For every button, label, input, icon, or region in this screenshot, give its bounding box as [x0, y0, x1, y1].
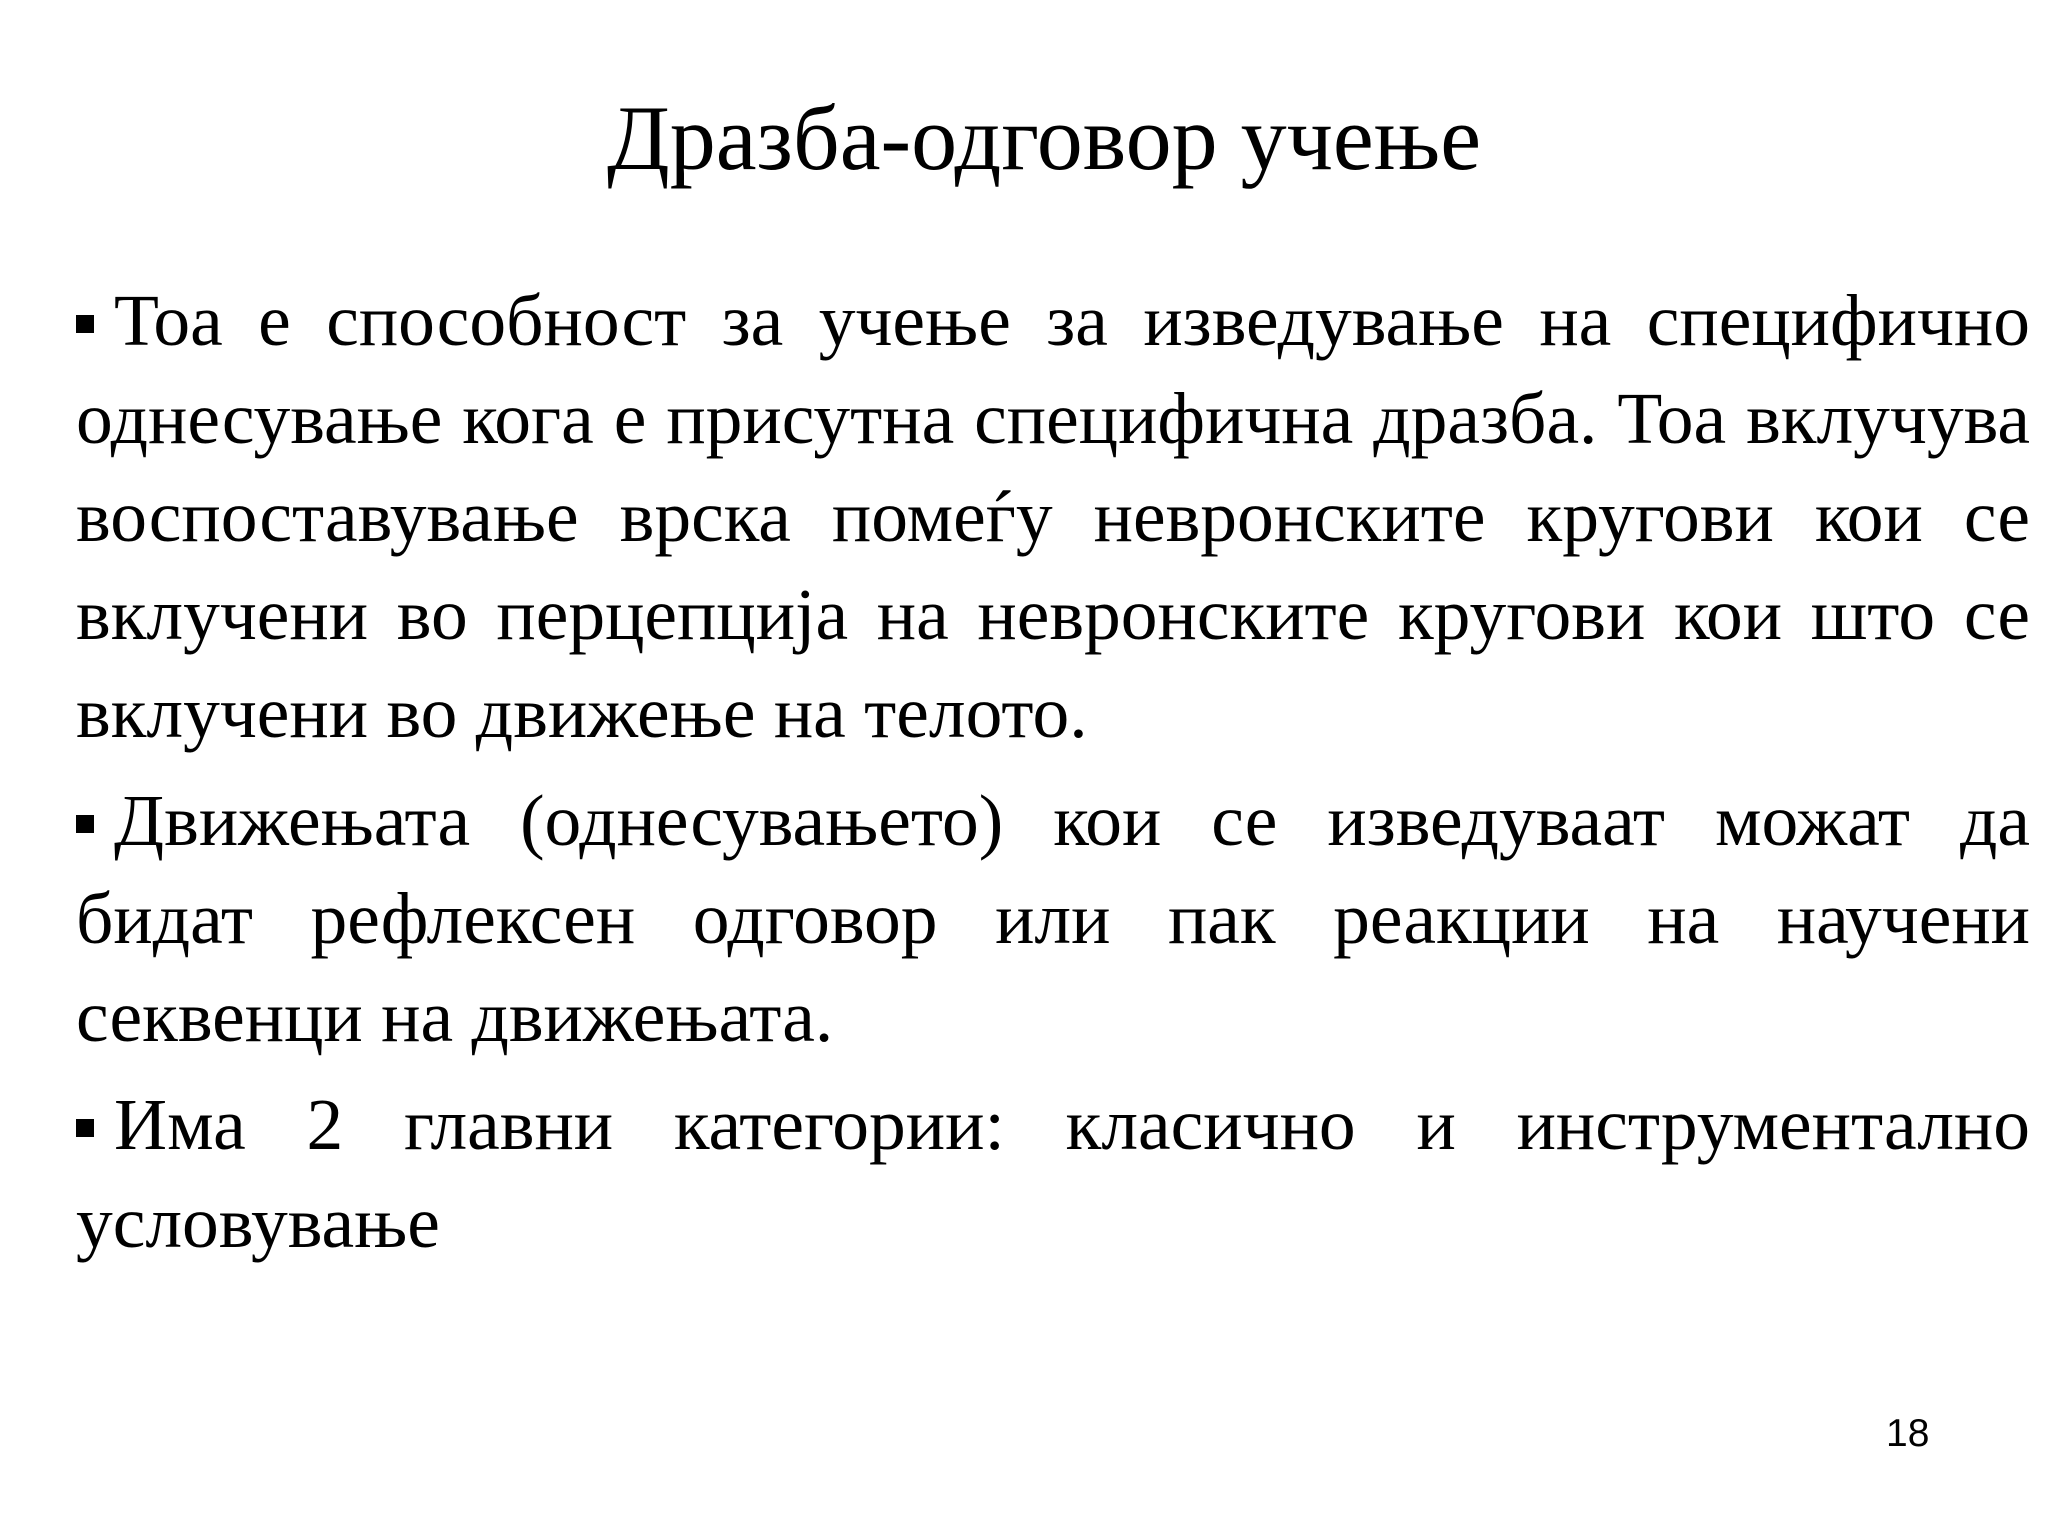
bullet-list — [76, 272, 2030, 1282]
square-bullet-icon — [76, 1119, 94, 1137]
bullet-item — [76, 272, 2030, 762]
square-bullet-icon — [76, 815, 94, 833]
bullet-item — [76, 772, 2030, 1066]
slide-title: Дразба-одговор учење — [606, 87, 1482, 189]
bullet-text: Тоа е способност за учење за изведување на специфично однесување кога е присутна специфична дразба. Тоа вклучува воспоставување врска помеѓу невронските кругови кои се вклучени во перцепција на невронските кругови кои што се вклучени во движење на телото. — [76, 280, 2030, 753]
page-number: 18 — [1886, 1412, 1930, 1455]
bullet-item — [76, 1076, 2030, 1272]
bullet-text: Има 2 главни категории: класично и инструментално условување — [76, 1084, 2030, 1263]
bullet-text: Движењата (однесувањето) кои се изведуваат можат да бидат рефлексен одговор или пак реакции на научени секвенци на движењата. — [76, 780, 2030, 1057]
square-bullet-icon — [76, 315, 94, 333]
